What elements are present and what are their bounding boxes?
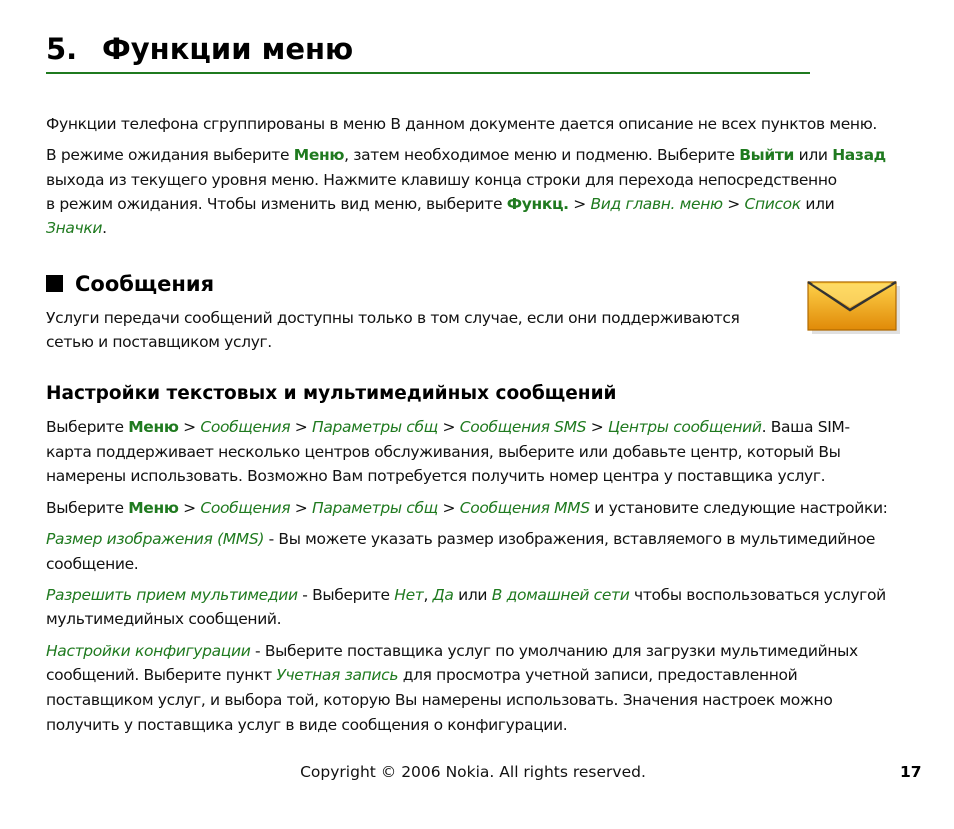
separator: >: [722, 195, 745, 213]
bullet-square-icon: [46, 275, 63, 292]
settings-p5-line-4: получить у поставщика услуг в виде сообщения о конфигурации.: [46, 716, 568, 734]
separator: >: [437, 418, 460, 436]
settings-p5-line-1: [46, 639, 858, 664]
text: сообщений. Выберите пункт: [46, 666, 277, 684]
allow-mms-term: Разрешить прием мультимедии: [46, 586, 298, 604]
menu-term: Меню: [128, 418, 179, 436]
separator: >: [178, 418, 201, 436]
text: Выберите: [46, 418, 129, 436]
messages-term: Сообщения: [200, 499, 291, 517]
no-term: Нет: [394, 586, 424, 604]
subsection-heading-settings: Настройки текстовых и мультимедийных сообщений: [46, 383, 617, 404]
yes-term: Да: [432, 586, 454, 604]
title-underline: [46, 72, 810, 74]
separator: >: [586, 418, 608, 436]
separator: >: [568, 195, 591, 213]
settings-p4-line-2: мультимедийных сообщений.: [46, 610, 282, 628]
settings-p1-line-3: намерены использовать. Возможно Вам потребуется получить номер центра у поставщика услуг.: [46, 467, 826, 485]
intro-paragraph-2-line-1: [46, 143, 886, 168]
intro-paragraph-1: Функции телефона сгруппированы в меню В данном документе дается описание не всех пунктов меню.: [46, 115, 877, 133]
text: - Вы можете указать размер изображения, вставляемого в мультимедийное: [264, 530, 876, 548]
back-term: Назад: [832, 146, 886, 164]
text: или: [453, 586, 492, 604]
text: Выберите: [46, 499, 129, 517]
menu-term: Меню: [128, 499, 179, 517]
account-term: Учетная запись: [276, 666, 399, 684]
section-heading-text: Сообщения: [75, 272, 215, 296]
text: чтобы воспользоваться услугой: [629, 586, 886, 604]
separator: >: [290, 499, 313, 517]
separator: >: [437, 499, 460, 517]
text: для просмотра учетной записи, предоставленной: [398, 666, 798, 684]
text: .: [102, 219, 107, 237]
settings-p3-line-1: [46, 527, 875, 552]
settings-p1-line-2: карта поддерживает несколько центров обслуживания, выберите или добавьте центр, который Вы: [46, 443, 841, 461]
image-size-term: Размер изображения (MMS): [46, 530, 265, 548]
section-heading-messages: [46, 270, 214, 298]
copyright-footer: Copyright © 2006 Nokia. All rights reserved.: [300, 763, 646, 781]
mms-term: Сообщения MMS: [459, 499, 590, 517]
settings-p1-line-1: [46, 415, 850, 440]
settings-p5-line-3: поставщиком услуг, и выбора той, которую Вы намерены использовать. Значения настроек можно: [46, 691, 833, 709]
separator: >: [290, 418, 313, 436]
messages-desc-line-1: Услуги передачи сообщений доступны только в том случае, если они поддерживаются: [46, 309, 740, 327]
text: в режим ожидания. Чтобы изменить вид меню, выберите: [46, 195, 507, 213]
messages-desc-line-2: сетью и поставщиком услуг.: [46, 333, 272, 351]
text: - Выберите: [297, 586, 395, 604]
settings-p3-line-2: сообщение.: [46, 555, 139, 573]
text: и установите следующие настройки:: [589, 499, 888, 517]
intro-paragraph-2-line-3: [46, 192, 834, 217]
funcs-term: Функц.: [506, 195, 569, 213]
config-settings-term: Настройки конфигурации: [46, 642, 251, 660]
text: или: [794, 146, 833, 164]
settings-p4-line-1: [46, 583, 886, 608]
envelope-icon: [806, 280, 902, 336]
params-term: Параметры сбщ: [312, 499, 438, 517]
intro-paragraph-2-line-2: выхода из текущего уровня меню. Нажмите клавишу конца строки для перехода непосредственно: [46, 171, 837, 189]
text: . Ваша SIM-: [761, 418, 850, 436]
text: или: [800, 195, 835, 213]
list-term: Список: [744, 195, 801, 213]
chapter-title: [46, 30, 810, 68]
page-number: 17: [900, 763, 922, 781]
home-network-term: В домашней сети: [491, 586, 630, 604]
settings-p5-line-2: [46, 663, 797, 688]
text: В режиме ожидания выберите: [46, 146, 294, 164]
text: ,: [423, 586, 433, 604]
menu-term: Меню: [293, 146, 345, 164]
exit-term: Выйти: [739, 146, 795, 164]
centers-term: Центры сообщений: [607, 418, 762, 436]
text: - Выберите поставщика услуг по умолчанию для загрузки мультимедийных: [250, 642, 858, 660]
settings-p2-line-1: [46, 496, 888, 521]
intro-paragraph-2-line-4: [46, 216, 107, 241]
text: , затем необходимое меню и подменю. Выберите: [344, 146, 740, 164]
chapter-number: 5.: [46, 32, 78, 66]
chapter-title-text: Функции меню: [102, 32, 354, 66]
separator: >: [178, 499, 201, 517]
view-term: Вид главн. меню: [590, 195, 723, 213]
icons-term: Значки: [46, 219, 103, 237]
params-term: Параметры сбщ: [312, 418, 438, 436]
sms-term: Сообщения SMS: [459, 418, 587, 436]
messages-term: Сообщения: [200, 418, 291, 436]
